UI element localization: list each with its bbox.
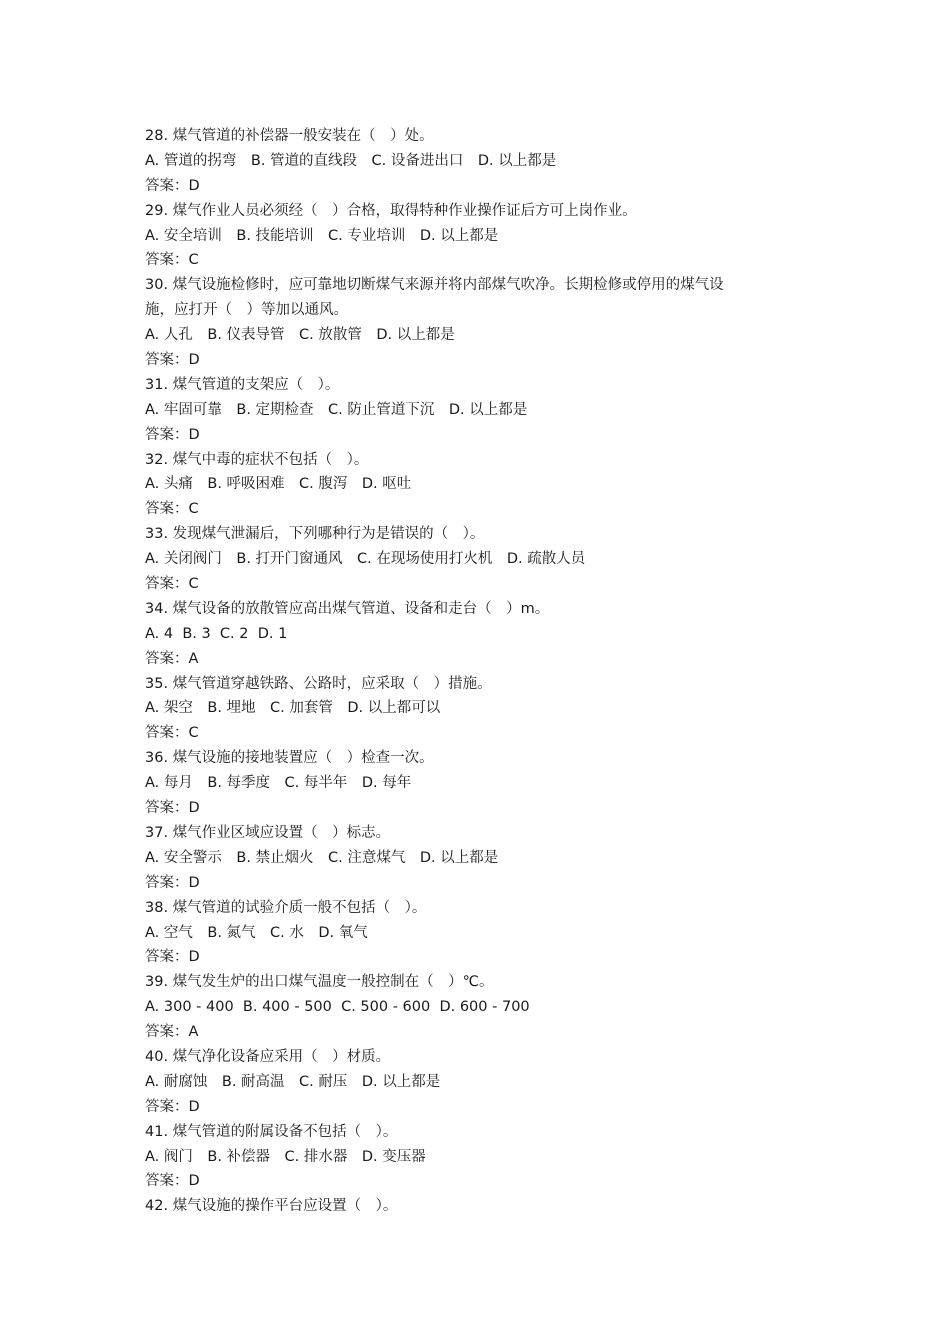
question-text: 32. 煤气中毒的症状不包括（ ）。 bbox=[145, 451, 369, 468]
question-text: 31. 煤气管道的支架应（ ）。 bbox=[145, 376, 340, 393]
question-options: A. 空气 B. 氮气 C. 水 D. 氧气 bbox=[145, 924, 368, 941]
question-answer: 答案：C bbox=[145, 501, 199, 518]
question-options: A. 每月 B. 每季度 C. 每半年 D. 每年 bbox=[145, 775, 412, 792]
question-block bbox=[145, 1045, 825, 1120]
question-text: 36. 煤气设施的接地装置应（ ）检查一次。 bbox=[145, 750, 434, 767]
question-answer: 答案：A bbox=[145, 650, 199, 667]
question-block bbox=[145, 124, 825, 199]
question-block bbox=[145, 672, 825, 747]
question-block bbox=[145, 896, 825, 971]
question-block bbox=[145, 448, 825, 523]
question-options: A. 4 B. 3 C. 2 D. 1 bbox=[145, 625, 288, 642]
question-block bbox=[145, 1194, 825, 1219]
question-text-continued: 施，应打开（ ）等加以通风。 bbox=[145, 302, 348, 319]
question-answer: 答案：A bbox=[145, 1024, 199, 1041]
question-options: A. 阀门 B. 补偿器 C. 排水器 D. 变压器 bbox=[145, 1148, 426, 1165]
question-answer: 答案：D bbox=[145, 874, 200, 891]
question-block bbox=[145, 821, 825, 896]
question-block bbox=[145, 597, 825, 672]
question-block bbox=[145, 199, 825, 274]
question-text: 33. 发现煤气泄漏后，下列哪种行为是错误的（ ）。 bbox=[145, 526, 485, 543]
question-text: 34. 煤气设备的放散管应高出煤气管道、设备和走台（ ）m。 bbox=[145, 600, 550, 617]
question-answer: 答案：D bbox=[145, 800, 200, 817]
question-options: A. 安全培训 B. 技能培训 C. 专业培训 D. 以上都是 bbox=[145, 227, 499, 244]
question-options: A. 人孔 B. 仪表导管 C. 放散管 D. 以上都是 bbox=[145, 327, 455, 344]
question-block bbox=[145, 273, 825, 373]
question-block bbox=[145, 1120, 825, 1195]
question-options: A. 300 - 400 B. 400 - 500 C. 500 - 600 D. 600 - 700 bbox=[145, 999, 530, 1016]
question-block bbox=[145, 970, 825, 1045]
question-answer: 答案：D bbox=[145, 426, 200, 443]
question-text: 35. 煤气管道穿越铁路、公路时，应采取（ ）措施。 bbox=[145, 675, 492, 692]
question-options: A. 管道的拐弯 B. 管道的直线段 C. 设备进出口 D. 以上都是 bbox=[145, 152, 557, 169]
question-options: A. 关闭阀门 B. 打开门窗通风 C. 在现场使用打火机 D. 疏散人员 bbox=[145, 551, 586, 568]
question-answer: 答案：C bbox=[145, 725, 199, 742]
question-text: 30. 煤气设施检修时，应可靠地切断煤气来源并将内部煤气吹净。长期检修或停用的煤气设 bbox=[145, 277, 724, 294]
document-page bbox=[145, 124, 825, 1219]
question-answer: 答案：D bbox=[145, 177, 200, 194]
question-text: 41. 煤气管道的附属设备不包括（ ）。 bbox=[145, 1123, 398, 1140]
question-options: A. 安全警示 B. 禁止烟火 C. 注意煤气 D. 以上都是 bbox=[145, 849, 499, 866]
question-answer: 答案：C bbox=[145, 576, 199, 593]
question-block bbox=[145, 746, 825, 821]
question-answer: 答案：D bbox=[145, 1173, 200, 1190]
question-options: A. 架空 B. 埋地 C. 加套管 D. 以上都可以 bbox=[145, 700, 441, 717]
question-text: 38. 煤气管道的试验介质一般不包括（ ）。 bbox=[145, 899, 427, 916]
question-text: 40. 煤气净化设备应采用（ ）材质。 bbox=[145, 1048, 391, 1065]
question-text: 42. 煤气设施的操作平台应设置（ ）。 bbox=[145, 1198, 398, 1215]
question-text: 37. 煤气作业区域应设置（ ）标志。 bbox=[145, 824, 391, 841]
question-text: 39. 煤气发生炉的出口煤气温度一般控制在（ ）℃。 bbox=[145, 974, 494, 991]
question-block bbox=[145, 373, 825, 448]
question-answer: 答案：D bbox=[145, 1098, 200, 1115]
question-text: 28. 煤气管道的补偿器一般安装在（ ）处。 bbox=[145, 128, 434, 144]
question-options: A. 牢固可靠 B. 定期检查 C. 防止管道下沉 D. 以上都是 bbox=[145, 401, 528, 418]
question-answer: 答案：C bbox=[145, 252, 199, 269]
question-answer: 答案：D bbox=[145, 949, 200, 966]
question-options: A. 头痛 B. 呼吸困难 C. 腹泻 D. 呕吐 bbox=[145, 476, 412, 493]
question-block bbox=[145, 522, 825, 597]
question-answer: 答案：D bbox=[145, 352, 200, 369]
question-text: 29. 煤气作业人员必须经（ ）合格，取得特种作业操作证后方可上岗作业。 bbox=[145, 202, 637, 219]
question-options: A. 耐腐蚀 B. 耐高温 C. 耐压 D. 以上都是 bbox=[145, 1073, 441, 1090]
